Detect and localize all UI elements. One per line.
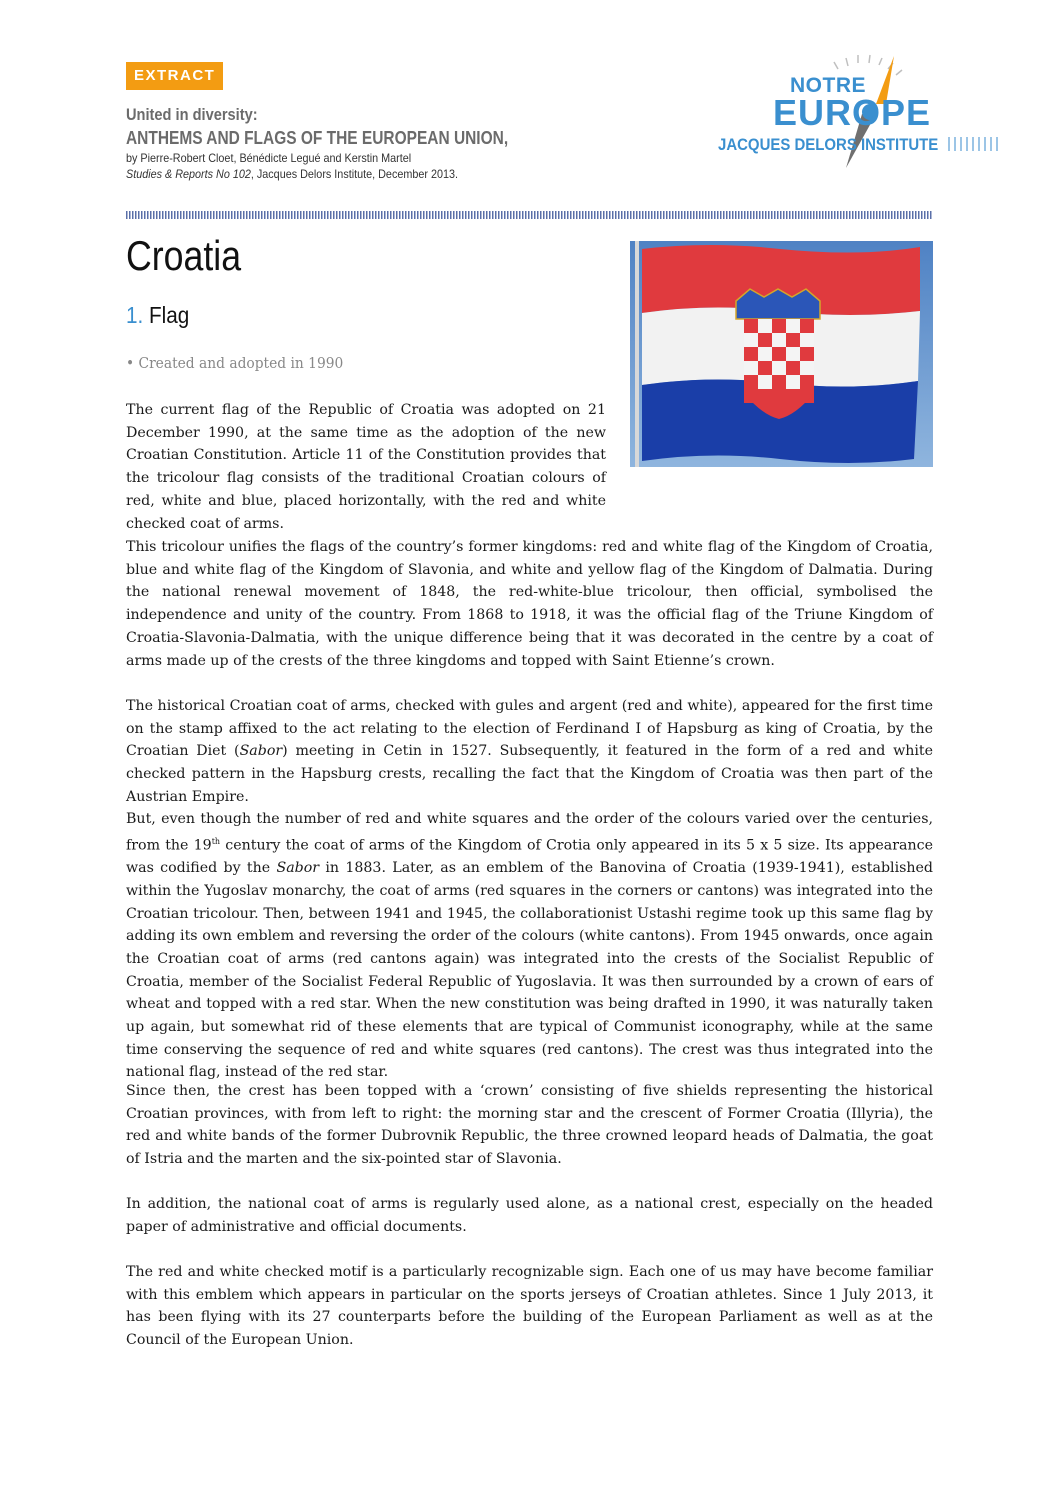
p4-sabor: Sabor bbox=[276, 860, 320, 877]
p4-part-c: in 1883. Later, as an emblem of the Banovina of Croatia (1939-1941), established within the Yugoslav monarchy, the coat of arms (red squares in the corners or cantons) was integrated into the Croatian tricolour. Then, between 1941 and 1945, the collaborationist Ustashi regime took up this same flag by adding its own emblem and reversing the order of the colours (white cantons). From 1945 onwards, once again the Croatian coat of arms (red cantons again) was integrated into the crests of the Socialist Republic of Croatia, member of the Socialist Federal Republic of Yugoslavia. It was then surrounded by a crown of ears of wheat and topped with a red star. When the new constitution was being drafted in 1990, it was naturally taken up again, but somewhat rid of these elements that are typical of Communist iconography, while at the same time conserving the sequence of red and white squares (red cantons). The crest was thus integrated into the national flag, instead of the red star. bbox=[126, 860, 934, 1081]
publication-info bbox=[126, 104, 686, 182]
logo-decorative-ticks bbox=[948, 137, 998, 151]
series-name: Studies & Reports No 102 bbox=[126, 167, 251, 181]
p4-sup: th bbox=[211, 836, 221, 846]
paragraph-7: The red and white checked motif is a particularly recognizable sign. Each one of us may have become familiar with this emblem which appears in particular on the sports jerseys of Croatian athletes. Since 1 July 2013, it has been flying with its 27 counterparts before the building of the European Parliament as well as at the Council of the European Union. bbox=[126, 1264, 933, 1349]
logo-notre: NOTRE bbox=[790, 74, 866, 97]
logo-institute: JACQUES DELORS INSTITUTE bbox=[718, 135, 939, 154]
publication-title-line1: United in diversity: bbox=[126, 105, 258, 124]
paragraph-3 bbox=[126, 695, 933, 809]
p3-part-a: The historical Croatian coat of arms, checked with gules and argent (red and white), appeared for the first time on the stamp affixed to the act relating to the election of Ferdinand I of Hapsburg as king of Croatia, by the Croatian Diet ( bbox=[126, 698, 933, 760]
page-title: Croatia bbox=[126, 232, 242, 279]
p4-part-b: century the coat of arms of the Kingdom of Crotia only appeared in its 5 x 5 size. Its appearance was codified by the bbox=[126, 837, 933, 877]
p4-part-a: But, even though the number of red and white squares and the order of the colours varied over the centuries, from the 19 bbox=[126, 811, 933, 854]
p3-sabor: Sabor bbox=[239, 743, 283, 760]
notre-europe-logo bbox=[716, 52, 1006, 172]
section-number: 1. bbox=[126, 302, 144, 328]
paragraph-4 bbox=[126, 808, 933, 1084]
paragraph-1: The current flag of the Republic of Croatia was adopted on 21 December 1990, at the same time as the adoption of the new Croatian Constitution. Article 11 of the Constitution provides that the tricolour flag consists of the traditional Croatian colours of red, white and blue, placed horizontally, with the red and white checked coat of arms. bbox=[126, 402, 606, 532]
publication-title-line2: ANTHEMS AND FLAGS OF THE EUROPEAN UNION, bbox=[126, 128, 509, 148]
section-title: Flag bbox=[149, 302, 190, 328]
publication-authors: by Pierre-Robert Cloet, Bénédicte Legué and Kerstin Martel bbox=[126, 151, 412, 165]
paragraph-2: This tricolour unifies the flags of the country’s former kingdoms: red and white flag of the Kingdom of Croatia, blue and white flag of the Kingdom of Slavonia, and white and yellow flag of the Kingdom of Dalmatia. During the national renewal movement of 1848, the red-white-blue tricolour, then official, symbolised the independence and unity of the country. From 1868 to 1918, it was the official flag of the Triune Kingdom of Croatia-Slavonia-Dalmatia, with the unique difference being that it was decorated in the centre by a coat of arms made up of the crests of the three kingdoms and topped with Saint Etienne’s crown. bbox=[126, 539, 933, 669]
extract-badge: EXTRACT bbox=[126, 62, 223, 90]
header-divider bbox=[126, 211, 933, 219]
paragraph-5: Since then, the crest has been topped with a ‘crown’ consisting of five shields representing the historical Croatian provinces, with from left to right: the morning star and the crescent of Former Croatia (Illyria), the red and white bands of the former Dubrovnik Republic, the three crowned leopard heads of Dalmatia, the goat of Istria and the marten and the six-pointed star of Slavonia. bbox=[126, 1083, 933, 1168]
publication-series bbox=[126, 166, 630, 182]
p3-part-b: ) meeting in Cetin in 1527. Subsequently, it featured in the form of a red and white checked pattern in the Hapsburg crests, recalling the fact that the Kingdom of Croatia was then part of the Austrian Empire. bbox=[126, 743, 933, 805]
croatian-flag-photo bbox=[630, 241, 933, 467]
series-rest: , Jacques Delors Institute, December 2013. bbox=[250, 167, 458, 181]
croatian-flag-image bbox=[630, 241, 933, 467]
paragraph-6: In addition, the national coat of arms is regularly used alone, as a national crest, especially on the headed paper of administrative and official documents. bbox=[126, 1196, 933, 1235]
bullet-adopted: • Created and adopted in 1990 bbox=[126, 354, 344, 372]
logo-europe: EUROPE bbox=[773, 92, 932, 133]
section-heading bbox=[126, 302, 189, 329]
